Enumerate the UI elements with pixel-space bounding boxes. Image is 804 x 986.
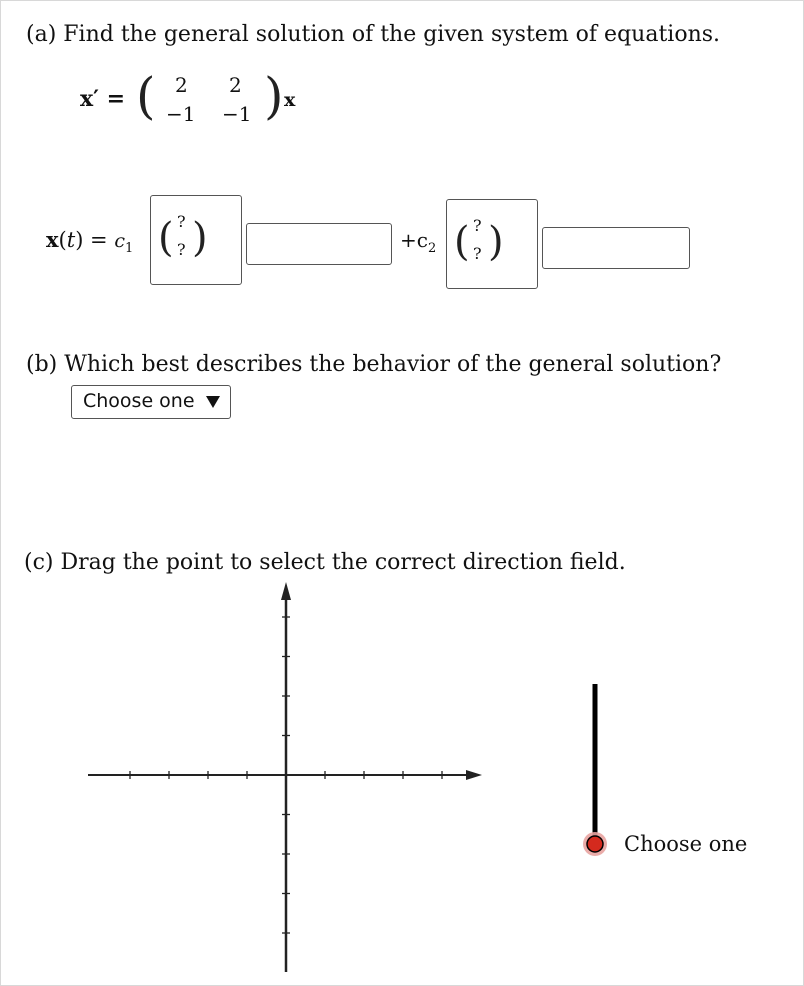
eigenvector-2-placeholder: ( ? ? ) xyxy=(454,216,504,265)
c1-subscript: 1 xyxy=(124,241,134,257)
solution-lhs: $x(t) = c_1$ xyxy=(46,227,134,257)
y-axis xyxy=(281,582,291,972)
behavior-dropdown-value: Choose one xyxy=(83,390,195,412)
slider-label: Choose one xyxy=(624,832,748,856)
matrix-a22: −1 xyxy=(222,102,252,126)
eigenvector-1-placeholder: ( ? ? ) xyxy=(158,212,208,261)
plus-c2-label: $+c_2$ xyxy=(400,228,437,256)
matrix-a12: 2 xyxy=(229,73,242,97)
slider-handle[interactable] xyxy=(587,836,603,852)
matrix-equation-rhs-x: x xyxy=(284,89,296,111)
part-b-prompt: (b) Which best describes the behavior of the general solution? xyxy=(26,352,722,377)
part-c-prompt: (c) Drag the point to select the correct direction field. xyxy=(24,550,626,575)
c2-subscript: 2 xyxy=(427,241,437,256)
matrix-left-paren: ( xyxy=(136,67,156,125)
part-a-prompt: (a) Find the general solution of the given system of equations. xyxy=(26,22,721,47)
matrix-a21: −1 xyxy=(166,102,196,126)
direction-selector-slider[interactable] xyxy=(583,684,607,856)
matrix-a11: 2 xyxy=(175,73,188,97)
matrix-right-paren: ) xyxy=(264,67,284,125)
matrix-equation-lhs: x′ = xyxy=(80,86,126,112)
